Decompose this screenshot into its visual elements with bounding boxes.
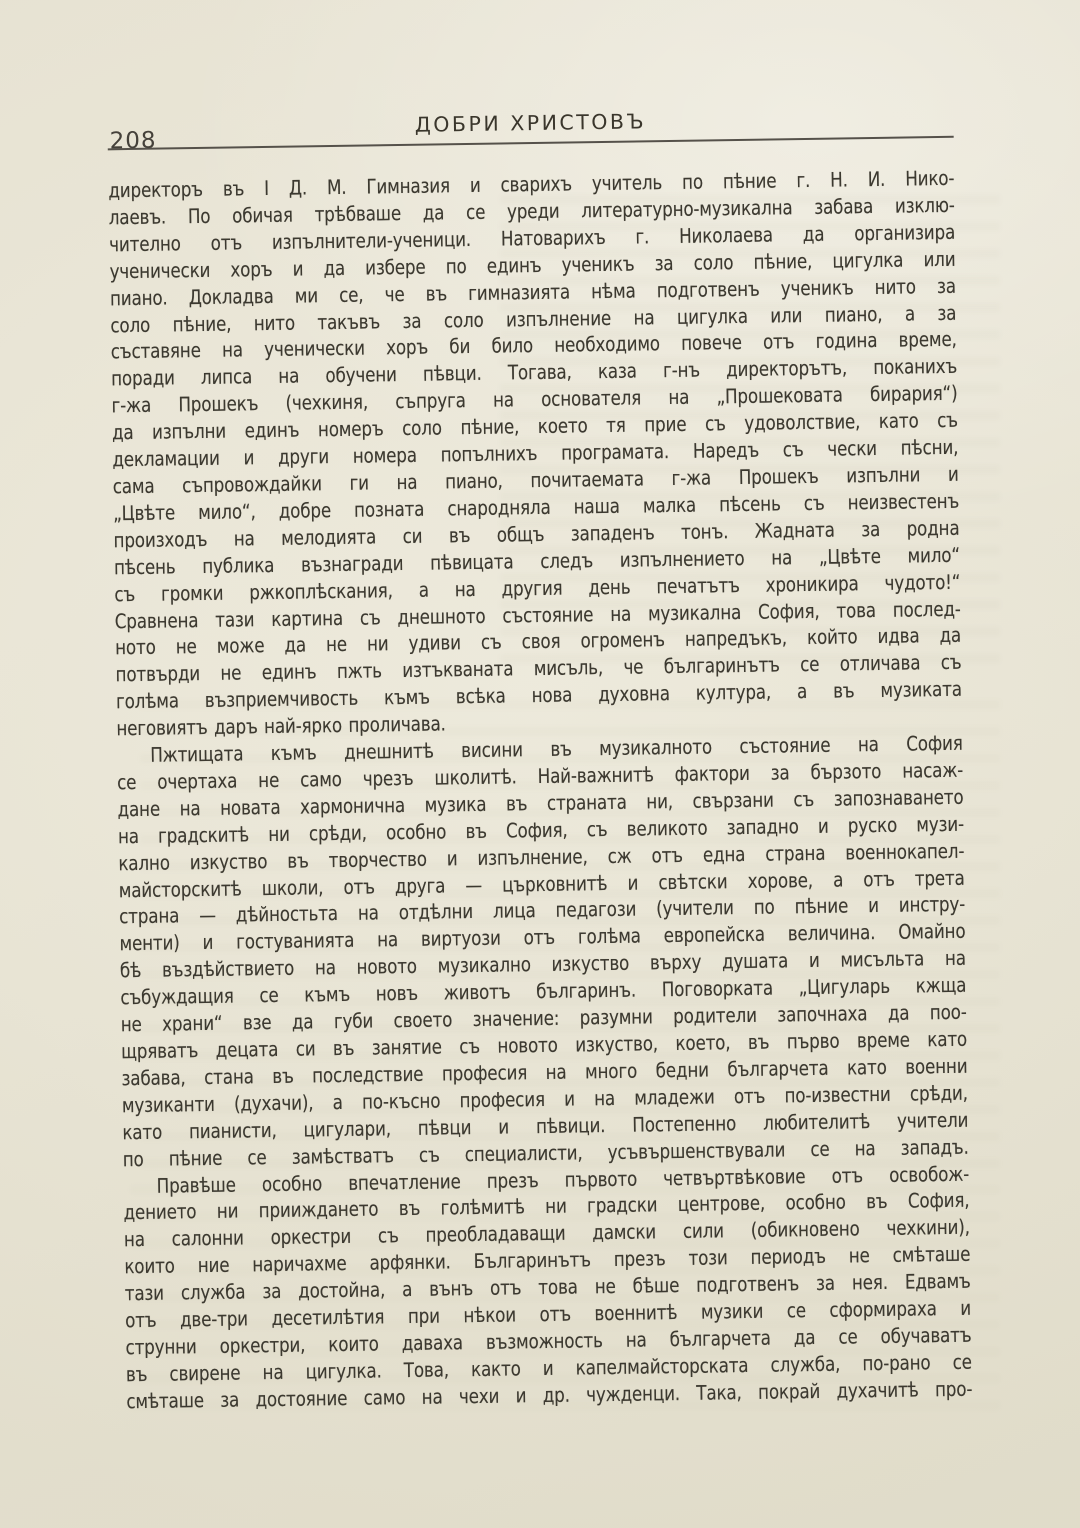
text-line: които ние наричахме арфянки. Българинътъ презъ този периодъ не смѣташе [124,1241,971,1279]
text-line: не храни“ взе да губи своето значение: разумни родители започнаха да поо- [120,999,967,1037]
text-line: да изпълни единъ номеръ соло пѣние, което тя прие съ удоволствие, като съ [111,407,959,445]
text-line: смѣташе за достояние само на чехи и др. чужденци. Така, покрай духачитѣ про- [126,1376,973,1413]
text-line: соло пѣние, нито такъвъ за соло изпълнение на цигулка или пиано, а за [110,300,957,337]
text-line: съставяне на ученически хоръ би било необходимо повече отъ година време, [110,327,957,364]
text-line: въ свирене на цигулка. Това, както и капелмайсторската служба, по-рано се [125,1349,973,1387]
text-line: кално изкуство въ творчество и изпълнение, сж отъ една страна военнокапел- [118,838,965,875]
page-number: 208 [109,127,157,155]
text-line: директоръ въ I Д. М. Гимназия и сварихъ учитель по пѣние г. Н. И. Нико- [108,165,955,203]
text-line: тази служба за достойна, а вънъ отъ това не бѣше подготвенъ за нея. Едвамъ [124,1268,971,1306]
text-line: ното не може да не ни удиви съ своя огроменъ напредъкъ, който идва да [114,623,962,660]
page-content [107,102,972,1415]
running-title: ДОБРИ ХРИСТОВЪ [414,109,647,137]
text-line: лаевъ. По обичая трѣбваше да се уреди литературно-музикална забава изклю- [108,192,955,230]
paragraph [108,165,962,743]
text-line: събуждащия се къмъ новъ животъ българинъ. Поговорката „Цигуларь кжща [120,972,967,1010]
text-line: г-жа Прошекъ (чехкиня, съпруга на основателя на „Прошековата бирария“) [111,381,958,418]
text-line: произходъ на мелодията си въ общъ западенъ тонъ. Жадната за родна [113,515,960,553]
text-line: съ громки ржкоплѣскания, а на другия день печатътъ хроникира чудото!“ [114,569,961,606]
text-line: щряватъ децата си въ занятие съ новото изкуство, което, въ първо време като [120,1026,968,1064]
text-line: дане на новата хармонична музика въ страната ни, свързани съ запознаването [117,784,964,822]
text-line: бѣ въздѣйствието на новото музикално изкуство върху душата и мисъльта на [119,945,967,983]
text-line: като пианисти, цигулари, пѣвци и пѣвици. Постепенно любителитѣ учители [122,1107,969,1144]
text-line: на салонни оркестри съ преобладаващи дамски сили (обикновено чехкини), [123,1215,971,1252]
text-line: Правѣше особно впечатление презъ първото четвъртвѣковие отъ освобож- [156,1161,970,1198]
text-line: Сравнена тази картина съ днешното състояние на музикална София, това послед- [114,596,961,633]
text-line: по пѣние се замѣстватъ съ специалисти, усъвършенствували се на западъ. [122,1134,969,1171]
text-line: музиканти (духачи), а по-късно професия и на младежи отъ по-известни срѣди, [121,1080,969,1118]
text-line: потвърди не единъ пжть изтъкваната мисъль, че българинътъ се отличава съ [115,650,962,687]
text-line: декламации и други номера попълнихъ програмата. Наредъ съ чески пѣсни, [112,434,959,472]
text-line: „Цвѣте мило“, добре позната снародняла наша малка пѣсень съ неизвестенъ [112,488,960,526]
text-line: Пжтищата къмъ днешнитѣ висини въ музикалното състояние на София [150,730,963,767]
text-line: се очертаха не само чрезъ школитѣ. Най-важнитѣ фактори за бързото насаж- [116,757,964,795]
text-line: поради липса на обучени пѣвци. Тогава, каза г-нъ директорътъ, поканихъ [110,354,958,391]
text-line: менти) и гостуванията на виртуози отъ голѣма европейска величина. Омайно [119,919,966,956]
text-line: отъ две-три десетилѣтия при нѣкои отъ военнитѣ музики се сформираха и [124,1295,972,1333]
text-line: голѣма възприемчивость къмъ всѣка нова духовна култура, а въ музиката [115,676,963,714]
text-line: страна — дѣйностьта на отдѣлни лица педагози (учители по пѣние и инстру- [118,892,966,929]
text-line: пиано. Докладва ми се, че въ гимназията нѣма подготвенъ ученикъ нито за [109,273,957,310]
text-line: забава, стана въ последствие професия на много бедни българчета като военни [121,1053,968,1091]
text-line: неговиятъ даръ най-ярко проличава. [116,711,446,741]
paragraph [123,1160,972,1415]
paragraph [117,730,969,1173]
text-line: чително отъ изпълнители-ученици. Натоварихъ г. Николаева да организира [109,219,956,257]
page-header [107,102,953,155]
text-line: струнни оркестри, които даваха възможность на българчета да се обучаватъ [125,1322,972,1360]
text-line: дението ни прииждането въ голѣмитѣ ни градски центрове, особно въ София, [123,1188,970,1225]
text-line: сама съпровождайки ги на пиано, почитаемата г-жа Прошекъ изпълни и [112,461,959,499]
text-line: ученически хоръ и да избере по единъ ученикъ за соло пѣние, цигулка или [109,246,956,284]
text-line: майсторскитѣ школи, отъ друга — църковнитѣ и свѣтски хорове, а отъ трета [118,865,965,902]
text-line: пѣсень публика възнагради пѣвицата следъ изпълнението на „Цвѣте мило“ [113,542,961,579]
body-text [108,165,972,1415]
text-line: на градскитѣ ни срѣди, особно въ София, съ великото западно и руско музи- [117,811,965,849]
